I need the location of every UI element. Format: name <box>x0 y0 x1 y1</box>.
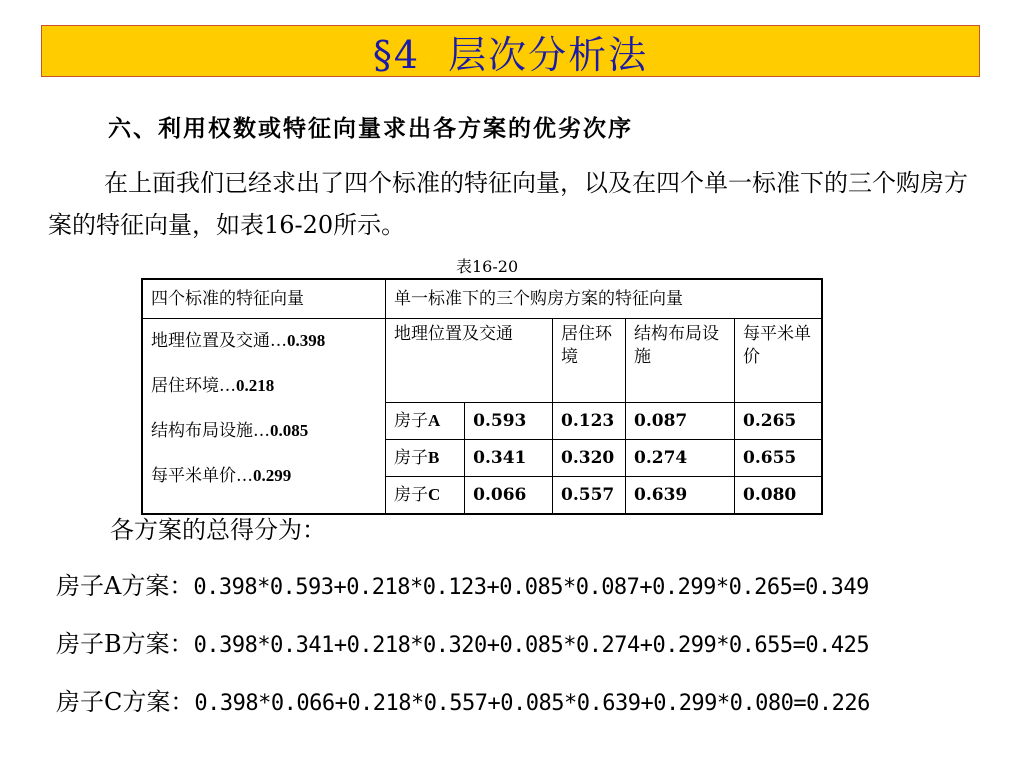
section-heading: 六、利用权数或特征向量求出各方案的优劣次序 <box>108 115 633 142</box>
table-cell: 0.655 <box>735 440 823 477</box>
intro-paragraph-text: 在上面我们已经求出了四个标准的特征向量，以及在四个单一标准下的三个购房方案的特征向量，如表16-20所示。 <box>48 169 968 239</box>
score-line-b: 房子B方案：0.398*0.341+0.218*0.320+0.085*0.274+0.299*0.655=0.425 <box>56 630 870 658</box>
score-line-c: 房子C方案：0.398*0.066+0.218*0.557+0.085*0.639+0.299*0.080=0.226 <box>56 688 870 716</box>
page-title: §4 层次分析法 <box>372 32 649 77</box>
table-cell: 0.265 <box>735 403 823 440</box>
row-label: 房子A <box>386 403 465 440</box>
intro-paragraph <box>48 162 988 246</box>
table-cell: 0.639 <box>626 477 735 515</box>
sub-header-structure: 结构布局设施 <box>626 319 735 403</box>
table-caption: 表16-20 <box>456 257 519 276</box>
score-heading: 各方案的总得分为： <box>110 516 326 544</box>
criterion-item: 结构布局设施…0.085 <box>151 421 309 441</box>
row-label: 房子B <box>386 440 465 477</box>
table-cell: 0.066 <box>465 477 553 515</box>
table-cell: 0.557 <box>553 477 626 515</box>
table-cell: 0.341 <box>465 440 553 477</box>
table-cell: 0.080 <box>735 477 823 515</box>
criterion-item: 每平米单价…0.299 <box>151 466 292 486</box>
title-banner <box>41 25 980 77</box>
table-cell: 0.320 <box>553 440 626 477</box>
sub-header-environment: 居住环境 <box>553 319 626 403</box>
table-cell: 0.087 <box>626 403 735 440</box>
header-criteria: 四个标准的特征向量 <box>142 279 386 319</box>
sub-header-location: 地理位置及交通 <box>386 319 553 403</box>
table-cell: 0.593 <box>465 403 553 440</box>
criterion-item: 居住环境…0.218 <box>151 376 275 396</box>
eigenvector-table <box>141 278 823 515</box>
score-line-a: 房子A方案：0.398*0.593+0.218*0.123+0.085*0.087+0.299*0.265=0.349 <box>56 572 869 600</box>
criterion-item: 地理位置及交通…0.398 <box>151 331 326 351</box>
criteria-list <box>142 319 386 515</box>
header-options: 单一标准下的三个购房方案的特征向量 <box>386 279 823 319</box>
table-cell: 0.274 <box>626 440 735 477</box>
table-cell: 0.123 <box>553 403 626 440</box>
sub-header-price: 每平米单价 <box>735 319 823 403</box>
row-label: 房子C <box>386 477 465 515</box>
